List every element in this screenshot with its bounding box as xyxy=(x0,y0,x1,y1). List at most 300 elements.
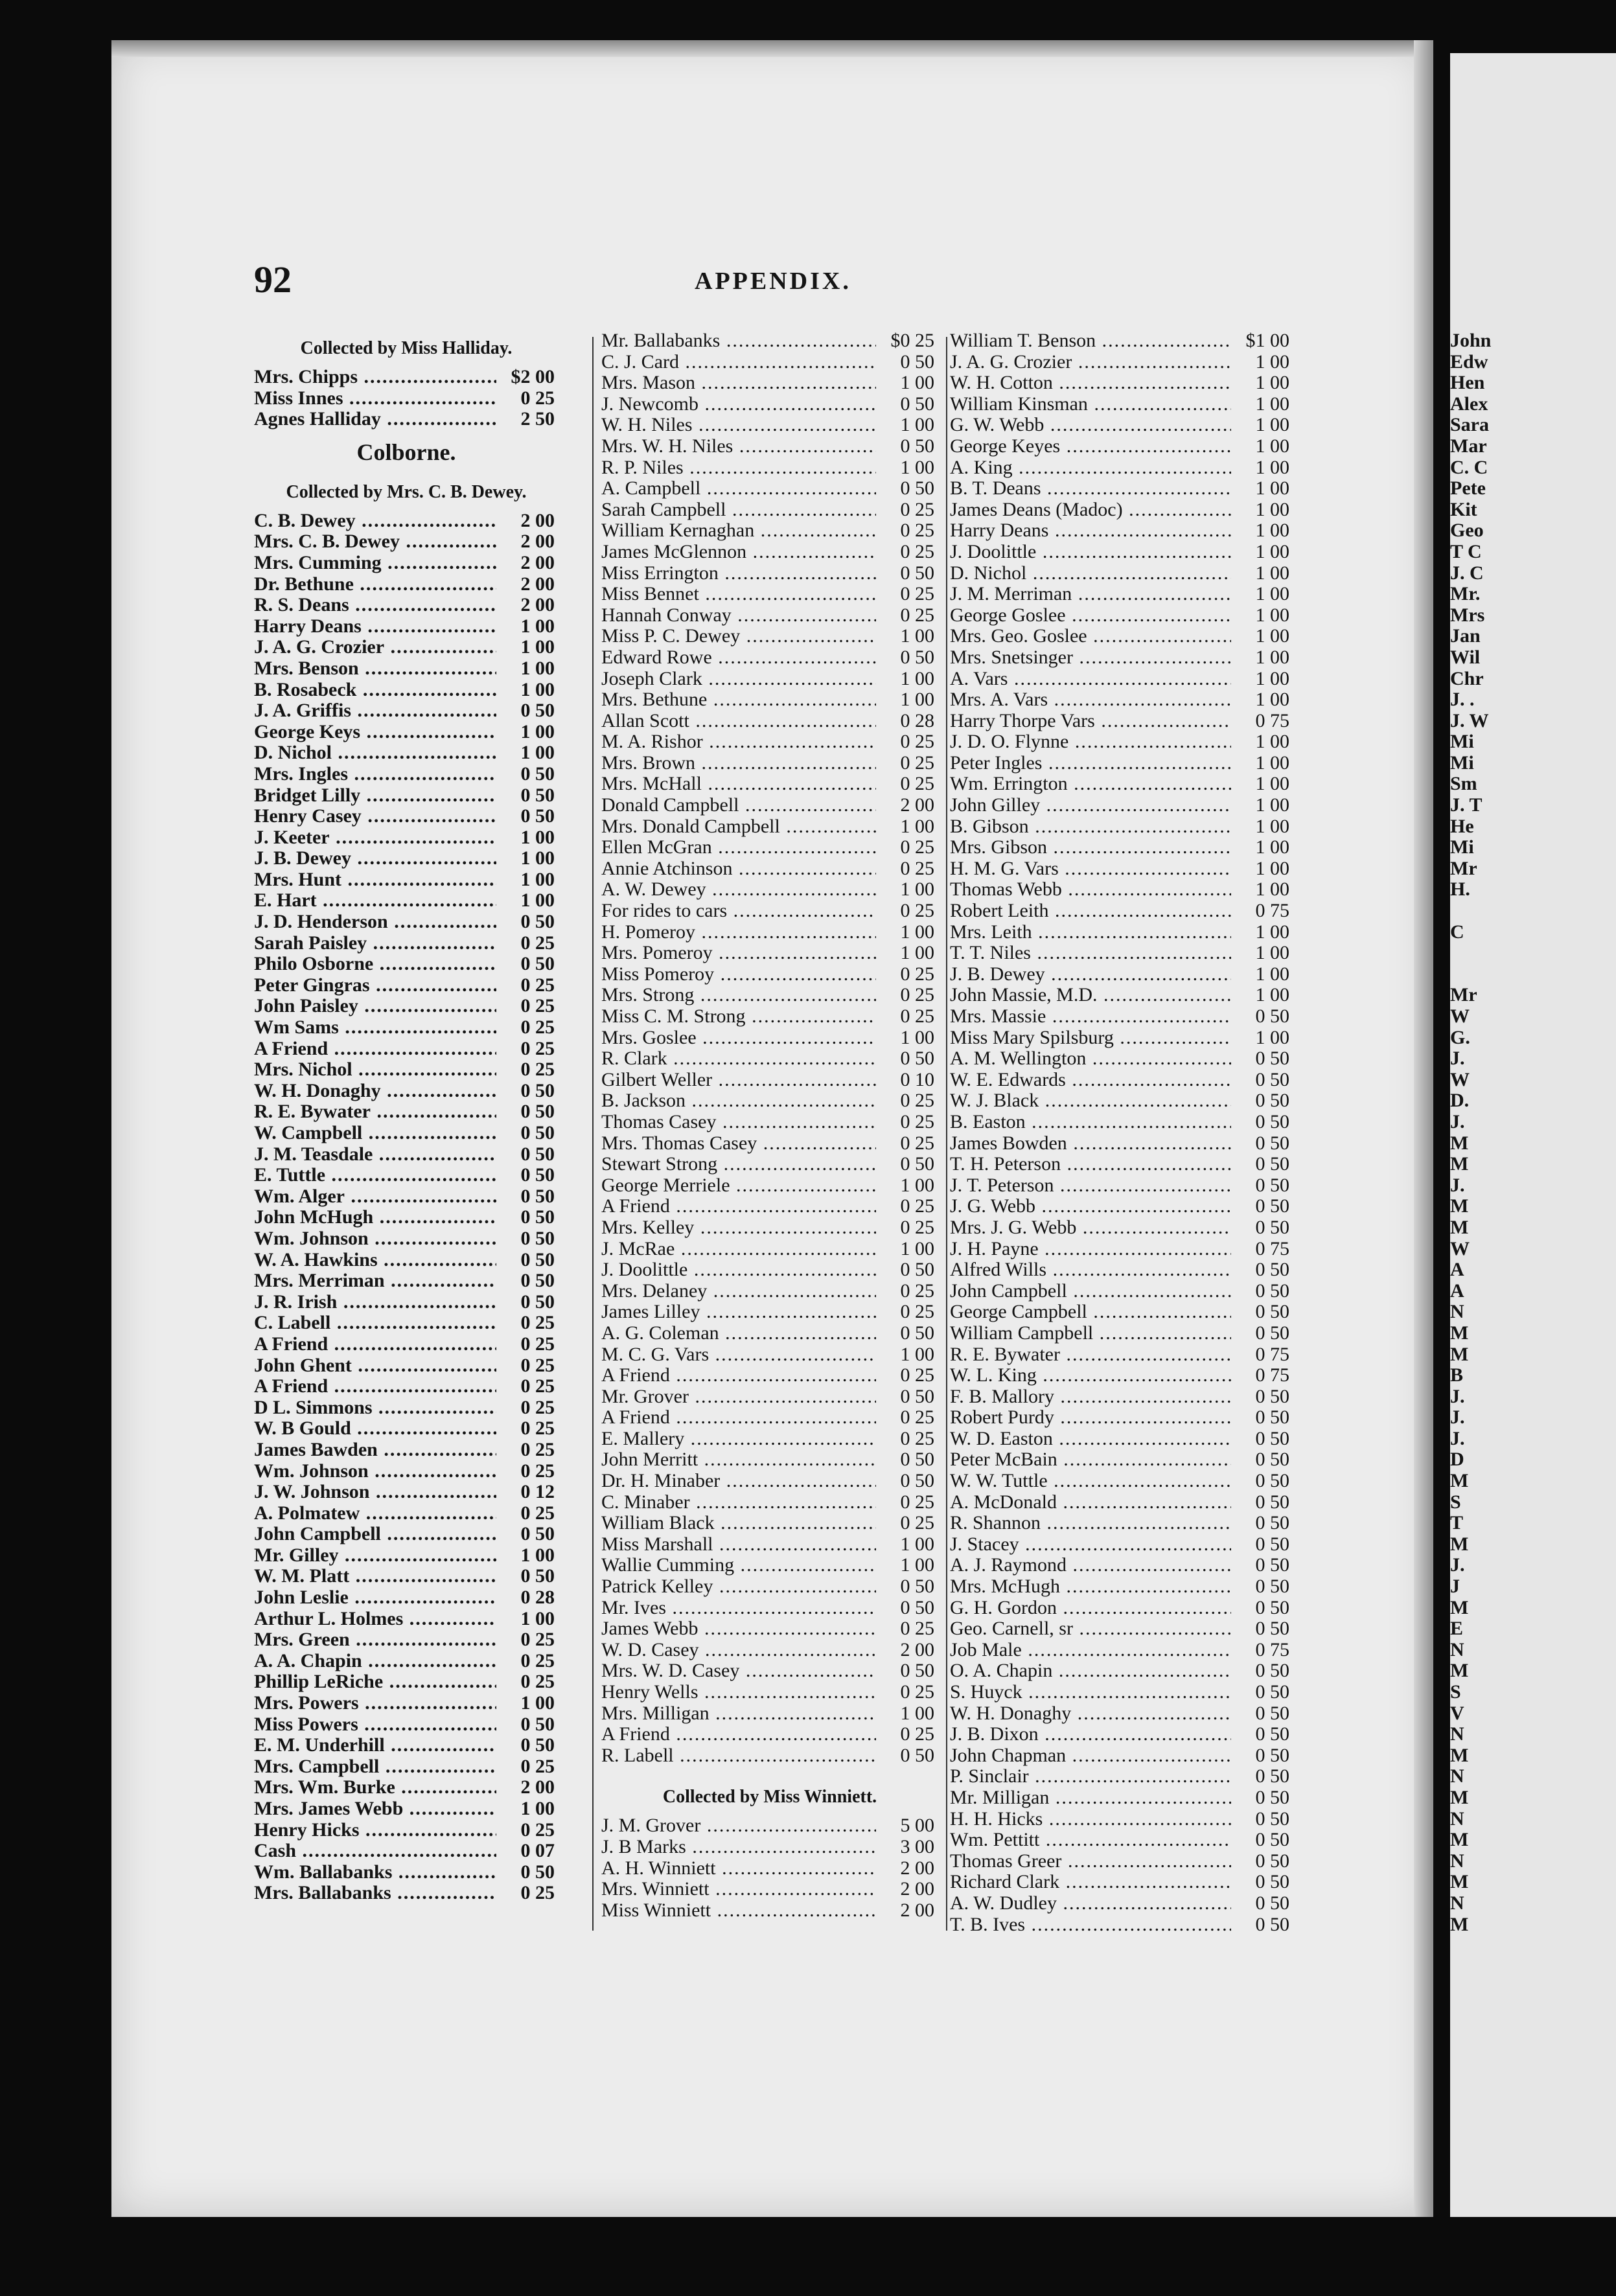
subscriber-row xyxy=(601,1006,938,1027)
facing-page-line: M xyxy=(1450,1660,1469,1682)
subscription-amount: 0 75 xyxy=(1255,1638,1289,1660)
subscriber-row xyxy=(601,1154,938,1175)
subscription-amount: 0 50 xyxy=(520,1713,555,1735)
facing-page-line: Geo xyxy=(1450,520,1484,542)
subscriber-name: J. A. G. Crozier ..... xyxy=(254,637,496,658)
subscription-amount: 1 00 xyxy=(520,826,555,848)
subscriber-row xyxy=(254,1081,559,1102)
subscriber-row xyxy=(950,1154,1293,1175)
subscriber-name: Agnes Halliday ..... xyxy=(254,409,496,430)
facing-page-line: C xyxy=(1450,921,1464,943)
subscription-amount: 1 00 xyxy=(1255,562,1289,584)
subscriber-row xyxy=(254,912,559,933)
subscription-amount: 0 28 xyxy=(900,709,934,731)
subscriber-row xyxy=(950,1386,1293,1408)
subscriber-name: John McHugh ..... xyxy=(254,1207,496,1228)
subscriber-name: Peter Ingles ..... xyxy=(950,753,1231,774)
subscriber-name: For rides to cars ..... xyxy=(601,901,876,922)
subscription-amount: 0 25 xyxy=(900,900,934,922)
subscriber-row xyxy=(601,774,938,795)
subscriber-row xyxy=(601,352,938,373)
subscriber-row xyxy=(601,753,938,774)
subscriber-name: Miss Errington ..... xyxy=(601,563,876,584)
subscription-amount: 3 00 xyxy=(900,1835,934,1857)
subscriber-name: J. Newcomb ..... xyxy=(601,394,876,415)
subscription-amount: 2 00 xyxy=(900,1878,934,1900)
subscriber-row xyxy=(950,879,1293,901)
subscriber-name: Henry Casey ..... xyxy=(254,806,496,827)
subscriber-row xyxy=(601,858,938,880)
subscriber-name: A Friend ..... xyxy=(254,1039,496,1060)
subscriber-row xyxy=(950,373,1293,394)
facing-page-line: M xyxy=(1450,1195,1469,1217)
subscription-amount: 0 25 xyxy=(900,1723,934,1745)
facing-page-line: S xyxy=(1450,1491,1461,1513)
subscription-amount: 0 50 xyxy=(900,562,934,584)
subscription-amount: 0 25 xyxy=(520,1059,555,1081)
subscription-amount: 1 00 xyxy=(520,657,555,679)
subscription-amount: 0 50 xyxy=(1255,1301,1289,1323)
subscription-amount: 1 00 xyxy=(1255,942,1289,964)
subscriber-name: Mrs. Powers ..... xyxy=(254,1693,496,1714)
subscriber-name: C. J. Card ..... xyxy=(601,352,876,373)
subscriber-row xyxy=(950,1471,1293,1492)
subscriber-row xyxy=(601,1407,938,1429)
subscriber-row xyxy=(254,531,559,553)
facing-page-line: H. xyxy=(1450,878,1470,901)
subscription-amount: 2 50 xyxy=(520,408,555,430)
subscriber-row xyxy=(601,478,938,499)
subscription-amount: 0 50 xyxy=(520,1101,555,1123)
subscription-amount: 0 25 xyxy=(520,1755,555,1777)
subscription-amount: 0 50 xyxy=(1255,1068,1289,1090)
subscriber-row xyxy=(254,1609,559,1630)
subscriber-name: A Friend ..... xyxy=(601,1196,876,1217)
subscription-amount: 1 00 xyxy=(1255,773,1289,795)
subscription-amount: 1 00 xyxy=(520,720,555,742)
subscriber-row xyxy=(950,964,1293,985)
subscription-amount: 0 50 xyxy=(1255,1533,1289,1555)
subscriber-name: T. H. Peterson ..... xyxy=(950,1154,1231,1175)
subscriber-row xyxy=(950,837,1293,858)
subscriber-row xyxy=(601,689,938,711)
subscriber-name: E. M. Underhill ..... xyxy=(254,1735,496,1756)
subscriber-row xyxy=(254,1461,559,1482)
subscriber-name: Mrs. C. B. Dewey ..... xyxy=(254,531,496,553)
subscription-amount: 0 25 xyxy=(900,836,934,858)
facing-page-line: Mr. xyxy=(1450,583,1481,605)
subscription-amount: 0 25 xyxy=(900,984,934,1006)
column-rule xyxy=(592,337,594,1931)
subscription-amount: 0 50 xyxy=(1255,1449,1289,1471)
subscriber-row xyxy=(254,1545,559,1567)
subscription-amount: 0 75 xyxy=(1255,900,1289,922)
subscription-amount: 1 00 xyxy=(1255,372,1289,394)
subscription-amount: 1 00 xyxy=(900,1174,934,1196)
subscriber-row xyxy=(254,1270,559,1292)
facing-page-line: N xyxy=(1450,1808,1464,1830)
subscriber-row xyxy=(601,436,938,457)
subscription-amount: 1 00 xyxy=(900,689,934,711)
subscriber-name: Job Male ..... xyxy=(950,1640,1231,1661)
subscriber-row xyxy=(254,553,559,574)
subscriber-name: J. M. Teasdale ..... xyxy=(254,1144,496,1165)
subscriber-row xyxy=(254,975,559,996)
subscriber-name: George Merriele ..... xyxy=(601,1175,876,1197)
subscription-amount: 0 50 xyxy=(520,805,555,827)
subscriber-name: Mrs. Delaney ..... xyxy=(601,1281,876,1302)
subscription-amount: 0 50 xyxy=(1255,1913,1289,1935)
facing-page-line: Mi xyxy=(1450,836,1474,858)
subscriber-name: Edward Rowe ..... xyxy=(601,647,876,669)
subscriber-row xyxy=(254,1123,559,1144)
subscription-amount: 1 00 xyxy=(900,1237,934,1259)
facing-page-line: J. xyxy=(1450,1385,1465,1407)
subscription-amount: 1 00 xyxy=(1255,393,1289,415)
subscription-amount: 2 00 xyxy=(520,509,555,531)
subscriber-name: James Bawden ..... xyxy=(254,1440,496,1461)
subscriber-row xyxy=(254,722,559,743)
facing-page-line: Mr xyxy=(1450,857,1477,879)
subscriber-row xyxy=(950,563,1293,584)
subscriber-row xyxy=(950,457,1293,479)
subscription-amount: 1 00 xyxy=(900,815,934,837)
subscription-amount: 1 00 xyxy=(1255,963,1289,985)
subscription-amount: 0 50 xyxy=(900,1744,934,1766)
page-gutter xyxy=(1414,40,1433,2217)
subscriber-row xyxy=(601,1302,938,1323)
subscriber-name: A. G. Coleman ..... xyxy=(601,1323,876,1344)
subscriber-row xyxy=(254,764,559,785)
subscriber-name: A Friend ..... xyxy=(254,1376,496,1397)
facing-page-line: Chr xyxy=(1450,667,1484,689)
subscriber-name: Wallie Cumming ..... xyxy=(601,1555,876,1576)
subscriber-row xyxy=(254,1059,559,1081)
subscriber-name: Mrs. Mason ..... xyxy=(601,373,876,394)
subscription-amount: 0 50 xyxy=(900,1153,934,1175)
subscriber-name: W. A. Hawkins ..... xyxy=(254,1250,496,1271)
subscription-amount: 1 00 xyxy=(520,678,555,700)
subscription-amount: 2 00 xyxy=(900,1638,934,1660)
subscriber-name: Mr. Ballabanks ..... xyxy=(601,330,876,352)
page-header xyxy=(254,258,1297,316)
subscriber-row xyxy=(601,922,938,943)
subscription-amount: 0 50 xyxy=(520,1079,555,1101)
subscription-amount: 0 25 xyxy=(520,1375,555,1397)
subscriber-name: Henry Wells ..... xyxy=(601,1682,876,1703)
subscriber-row xyxy=(950,1027,1293,1049)
subscription-amount: 0 50 xyxy=(900,1048,934,1070)
subscriber-row xyxy=(254,1798,559,1820)
subscription-amount: 1 00 xyxy=(900,456,934,478)
subscriber-name: Mrs. Kelley ..... xyxy=(601,1217,876,1239)
subscription-amount: 0 28 xyxy=(520,1587,555,1609)
facing-page-line: N xyxy=(1450,1850,1464,1872)
subscriber-row xyxy=(950,1175,1293,1197)
subscriber-name: W. M. Platt ..... xyxy=(254,1566,496,1587)
subscriber-row xyxy=(950,922,1293,943)
subscriber-name: Mrs. McHugh ..... xyxy=(950,1576,1231,1598)
facing-page-line: M xyxy=(1450,1596,1469,1618)
subscription-amount: 0 50 xyxy=(1255,1406,1289,1429)
subscriber-name: R. P. Niles ..... xyxy=(601,457,876,479)
subscriber-row xyxy=(950,1872,1293,1893)
subscription-amount: 1 00 xyxy=(900,414,934,436)
subscriber-row xyxy=(950,394,1293,415)
town-heading: Colborne. xyxy=(356,439,456,465)
subscription-amount: 0 50 xyxy=(900,1259,934,1281)
subscriber-row xyxy=(254,1440,559,1461)
subscription-amount: 0 25 xyxy=(520,1460,555,1482)
subscriber-name: A. A. Chapin ..... xyxy=(254,1651,496,1672)
facing-page-line: M xyxy=(1450,1470,1469,1492)
subscriber-row xyxy=(950,1914,1293,1936)
subscriber-name: Miss Innes ..... xyxy=(254,388,496,409)
subscription-amount: 0 50 xyxy=(1255,1744,1289,1766)
subscriber-row xyxy=(254,1017,559,1039)
subscriber-name: J. G. Webb ..... xyxy=(950,1196,1231,1217)
subscription-amount: 0 50 xyxy=(520,700,555,722)
subscription-amount: 0 50 xyxy=(1255,1702,1289,1724)
facing-page-line: J. xyxy=(1450,1110,1465,1132)
facing-page-line: J. xyxy=(1450,1427,1465,1449)
subscriber-name: D. Nichol ..... xyxy=(950,563,1231,584)
subscriber-name: Miss C. M. Strong ..... xyxy=(601,1006,876,1027)
subscriber-row xyxy=(601,1027,938,1049)
subscriber-row xyxy=(254,806,559,827)
subscription-amount: 0 50 xyxy=(520,1523,555,1545)
subscriber-row xyxy=(254,1039,559,1060)
subscriber-name: W. D. Casey ..... xyxy=(601,1640,876,1661)
subscriber-name: J. Doolittle ..... xyxy=(950,542,1231,563)
subscription-amount: 0 25 xyxy=(520,1502,555,1524)
subscriber-row xyxy=(601,542,938,563)
subscriber-name: A. W. Dewey ..... xyxy=(601,879,876,901)
subscriber-name: John Campbell ..... xyxy=(950,1281,1231,1302)
subscriber-name: William Black ..... xyxy=(601,1513,876,1534)
subscriber-row xyxy=(254,1292,559,1313)
subscriber-row xyxy=(950,478,1293,499)
subscriber-row xyxy=(254,1714,559,1736)
subscriber-row xyxy=(950,584,1293,605)
subscriber-name: T. T. Niles ..... xyxy=(950,943,1231,964)
subscriber-name: J. R. Irish ..... xyxy=(254,1292,496,1313)
subscriber-row xyxy=(254,996,559,1017)
subscriber-name: Harry Deans ..... xyxy=(950,520,1231,542)
subscription-amount: 1 00 xyxy=(1255,583,1289,605)
subscription-amount: $2 00 xyxy=(511,366,555,387)
subscriber-name: Thomas Webb ..... xyxy=(950,879,1231,901)
subscriber-row xyxy=(601,499,938,521)
subscriber-name: Robert Leith ..... xyxy=(950,901,1231,922)
subscriber-name: Mrs. Chipps ..... xyxy=(254,367,496,388)
subscription-amount: 0 50 xyxy=(520,1164,555,1186)
subscriber-name: Wm. Johnson ..... xyxy=(254,1228,496,1250)
subscriber-row xyxy=(950,669,1293,690)
subscriber-row xyxy=(254,1862,559,1883)
subscriber-name: J. Doolittle ..... xyxy=(601,1259,876,1281)
subscriber-name: Mrs. Bethune ..... xyxy=(601,689,876,711)
subscriber-row xyxy=(601,985,938,1006)
subscriber-name: Mrs. Nichol ..... xyxy=(254,1059,496,1081)
subscription-amount: 0 50 xyxy=(520,911,555,933)
subscriber-name: Annie Atchinson ..... xyxy=(601,858,876,880)
facing-page-line: M xyxy=(1450,1829,1469,1851)
subscriber-name: A. King ..... xyxy=(950,457,1231,479)
subscriber-name: J. B Marks ..... xyxy=(601,1837,876,1858)
collector-heading: Collected by Miss Winniett. xyxy=(662,1787,877,1808)
subscriber-row xyxy=(950,1555,1293,1576)
facing-page-line: Hen xyxy=(1450,372,1485,394)
subscription-amount: 1 00 xyxy=(900,372,934,394)
subscription-amount: 0 50 xyxy=(1255,1259,1289,1281)
subscription-amount: 0 50 xyxy=(900,646,934,668)
subscription-amount: 0 25 xyxy=(520,1016,555,1039)
subscription-amount: 0 50 xyxy=(1255,1660,1289,1682)
subscription-amount: 1 00 xyxy=(900,921,934,943)
subscriber-row xyxy=(950,1070,1293,1091)
subscriber-name: D. Nichol ..... xyxy=(254,742,496,764)
subscriber-row xyxy=(950,1048,1293,1070)
subscriber-row xyxy=(950,816,1293,838)
subscription-amount: 0 25 xyxy=(900,1216,934,1238)
subscriber-name: W. H. Donaghy ..... xyxy=(254,1081,496,1102)
subscriber-row xyxy=(254,954,559,975)
subscriber-name: J. H. Payne ..... xyxy=(950,1239,1231,1260)
subscriber-row xyxy=(601,1429,938,1450)
subscription-amount: 1 00 xyxy=(520,1798,555,1819)
subscriber-name: C. B. Dewey ..... xyxy=(254,511,496,532)
subscriber-row xyxy=(950,1534,1293,1556)
subscriber-name: R. Shannon ..... xyxy=(950,1513,1231,1534)
subscriber-name: J. B. Dewey ..... xyxy=(950,964,1231,985)
subscription-amount: $1 00 xyxy=(1245,330,1289,351)
facing-page-line: Jan xyxy=(1450,625,1481,647)
subscriber-row xyxy=(601,1745,938,1767)
subscriber-row xyxy=(601,1837,938,1858)
subscriber-row xyxy=(601,879,938,901)
subscription-amount: 1 00 xyxy=(1255,878,1289,901)
facing-page-line: V xyxy=(1450,1702,1464,1724)
facing-page-line: J. xyxy=(1450,1554,1465,1576)
subscription-amount: 0 75 xyxy=(1255,1237,1289,1259)
subscription-amount: 1 00 xyxy=(900,625,934,647)
column-1 xyxy=(254,330,559,1904)
subscriber-row xyxy=(950,1006,1293,1027)
subscription-amount: 1 00 xyxy=(900,878,934,901)
facing-page-line: Mi xyxy=(1450,752,1474,774)
subscriber-name: A Friend ..... xyxy=(601,1724,876,1745)
subscriber-row xyxy=(254,1883,559,1904)
facing-page-line: Kit xyxy=(1450,498,1477,520)
subscription-amount: 1 00 xyxy=(520,890,555,912)
subscriber-name: B. T. Deans ..... xyxy=(950,478,1231,499)
subscription-amount: 0 25 xyxy=(900,963,934,985)
subscriber-row xyxy=(601,1858,938,1879)
subscription-amount: 0 50 xyxy=(1255,1174,1289,1196)
subscriber-row xyxy=(601,669,938,690)
subscriber-row xyxy=(254,1566,559,1587)
subscriber-row xyxy=(601,647,938,669)
subscriber-row xyxy=(254,1418,559,1440)
subscriber-name: Miss Winniett ..... xyxy=(601,1900,876,1922)
subscriber-name: Mrs. Leith ..... xyxy=(950,922,1231,943)
subscriber-name: M. C. G. Vars ..... xyxy=(601,1344,876,1366)
running-head: APPENDIX. xyxy=(695,268,851,295)
subscriber-name: Philo Osborne ..... xyxy=(254,954,496,975)
subscription-amount: 0 25 xyxy=(520,1333,555,1355)
subscriber-name: H. H. Hicks ..... xyxy=(950,1809,1231,1830)
subscriber-name: Mrs. Goslee ..... xyxy=(601,1027,876,1049)
subscriber-row xyxy=(601,1217,938,1239)
subscriber-name: Hannah Conway ..... xyxy=(601,605,876,626)
subscription-amount: 1 00 xyxy=(520,1544,555,1566)
subscription-amount: 0 50 xyxy=(520,1861,555,1883)
facing-page-line: Mrs xyxy=(1450,604,1485,626)
subscriber-row xyxy=(254,1503,559,1524)
subscription-amount: 0 25 xyxy=(900,520,934,542)
subscription-amount: 0 50 xyxy=(900,1470,934,1492)
column-3 xyxy=(950,330,1293,1935)
subscriber-row xyxy=(254,1334,559,1355)
subscriber-row xyxy=(950,753,1293,774)
subscription-amount: 0 50 xyxy=(900,350,934,373)
subscriber-row xyxy=(601,1660,938,1682)
subscriber-name: Robert Purdy ..... xyxy=(950,1407,1231,1429)
subscriber-name: B. Jackson ..... xyxy=(601,1090,876,1112)
subscription-amount: $0 25 xyxy=(890,330,934,351)
subscription-amount: 1 00 xyxy=(1255,1026,1289,1048)
subscription-amount: 0 50 xyxy=(900,1596,934,1618)
subscription-amount: 1 00 xyxy=(900,667,934,689)
facing-page-line: J. . xyxy=(1450,689,1475,711)
subscriber-row xyxy=(601,1344,938,1366)
spacer xyxy=(601,1766,938,1779)
page-number: 92 xyxy=(254,258,292,301)
subscriber-name: A Friend ..... xyxy=(601,1407,876,1429)
subscriber-name: Cash ..... xyxy=(254,1841,496,1862)
subscription-amount: 0 25 xyxy=(520,974,555,996)
subscriber-name: Wm. Alger ..... xyxy=(254,1186,496,1208)
subscriber-name: Mrs. Hunt ..... xyxy=(254,869,496,891)
subscription-amount: 0 25 xyxy=(520,1438,555,1460)
subscriber-name: William Kinsman ..... xyxy=(950,394,1231,415)
subscriber-name: Peter McBain ..... xyxy=(950,1449,1231,1471)
subscriber-name: Mrs. Massie ..... xyxy=(950,1006,1231,1027)
subscription-amount: 0 25 xyxy=(520,1629,555,1651)
subscriber-name: Gilbert Weller ..... xyxy=(601,1070,876,1091)
subscription-amount: 0 25 xyxy=(520,1649,555,1671)
subscriber-name: W. H. Niles ..... xyxy=(601,415,876,436)
subscriber-name: J. D. Henderson ..... xyxy=(254,912,496,933)
subscription-amount: 1 00 xyxy=(1255,498,1289,520)
subscriber-row xyxy=(254,1651,559,1672)
subscriber-row xyxy=(254,1165,559,1186)
subscriber-name: Mr. Gilley ..... xyxy=(254,1545,496,1567)
subscriber-row xyxy=(950,1576,1293,1598)
subscriber-name: William T. Benson ..... xyxy=(950,330,1231,352)
subscription-amount: 0 50 xyxy=(1255,1596,1289,1618)
subscriber-name: Sarah Campbell ..... xyxy=(601,499,876,521)
facing-page-line: Pete xyxy=(1450,477,1486,499)
subscription-amount: 0 25 xyxy=(900,1406,934,1429)
subscriber-name: A Friend ..... xyxy=(254,1334,496,1355)
facing-page-line: B xyxy=(1450,1364,1464,1386)
subscriber-row xyxy=(601,1492,938,1513)
subscriber-row xyxy=(254,1777,559,1798)
subscription-amount: 0 25 xyxy=(520,995,555,1017)
subscriber-name: Geo. Carnell, sr ..... xyxy=(950,1618,1231,1640)
